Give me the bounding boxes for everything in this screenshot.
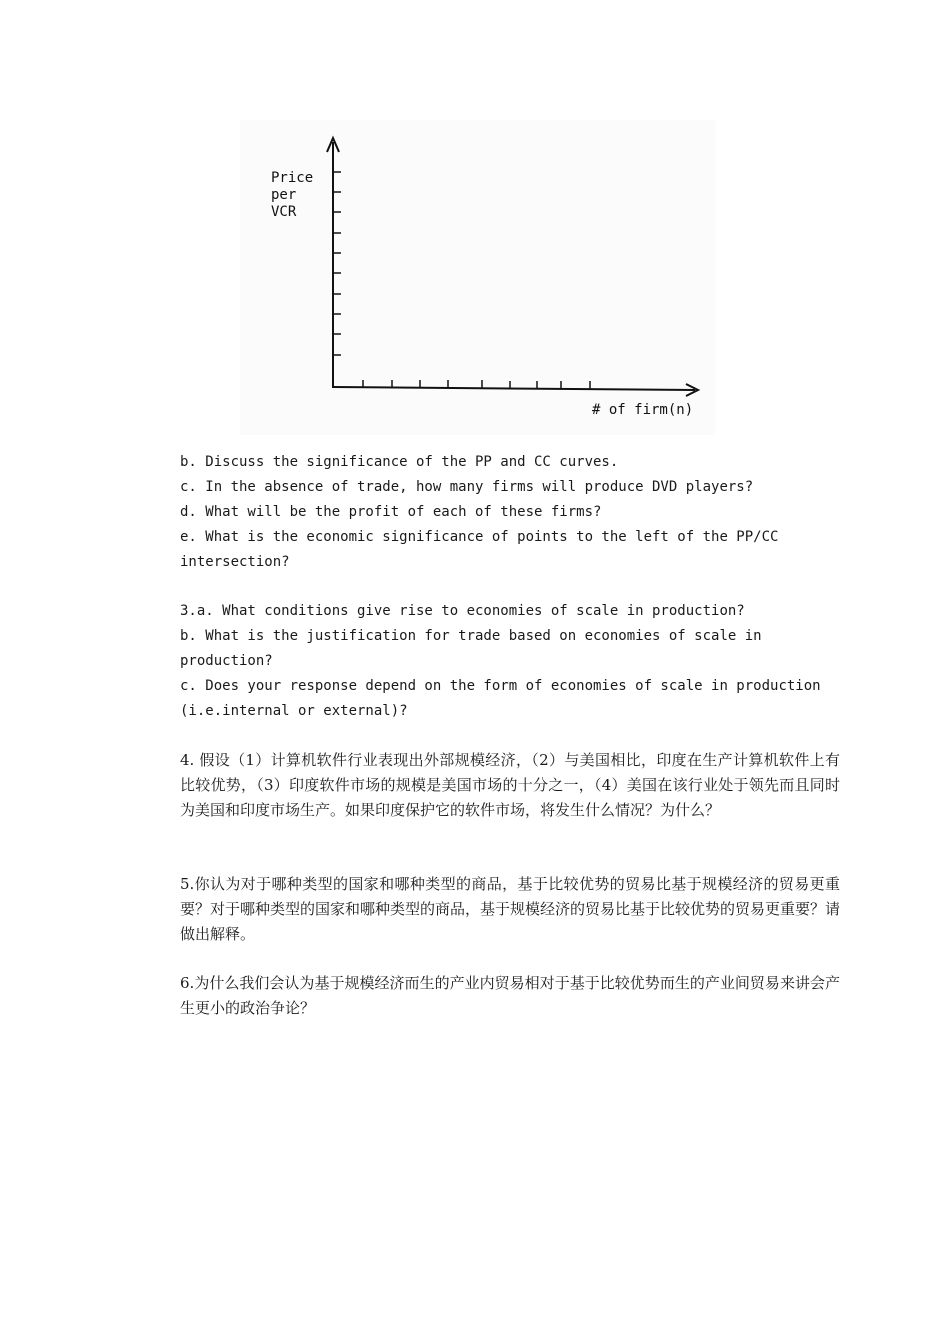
question-4-text: 4. 假设（1）计算机软件行业表现出外部规模经济，（2）与美国相比，印度在生产计算机软件上有比较优势，（3）印度软件市场的规模是美国市场的十分之一，（4）美国在该行业处于领先而且同时为美国和印度市场生产。如果印度保护它的软件市场，将发生什么情况？为什么？ [180, 751, 840, 819]
y-axis-label [271, 170, 313, 221]
question-3 [180, 599, 840, 724]
question-4 [180, 748, 840, 823]
question-5 [180, 872, 840, 947]
question-6 [180, 971, 840, 1021]
y-label-line: Price [271, 170, 314, 186]
question-3a: 3.a. What conditions give rise to economies of scale in production? [180, 603, 745, 619]
question-2b: b. Discuss the significance of the PP and CC curves. [180, 454, 619, 470]
question-3c: c. Does your response depend on the form of economies of scale in production (i.e.internal or external)? [180, 678, 821, 719]
question-3b: b. What is the justification for trade based on economies of scale in production? [180, 628, 762, 669]
axes-svg [240, 120, 715, 435]
y-label-line: VCR [271, 204, 297, 220]
y-label-line: per [271, 187, 297, 203]
question-2-parts [180, 450, 840, 575]
question-5-text: 5.你认为对于哪种类型的国家和哪种类型的商品，基于比较优势的贸易比基于规模经济的贸易更重要？对于哪种类型的国家和哪种类型的商品，基于规模经济的贸易比基于比较优势的贸易更重要？请做出解释。 [180, 875, 841, 943]
question-6-text: 6.为什么我们会认为基于规模经济而生的产业内贸易相对于基于比较优势而生的产业间贸易来讲会产生更小的政治争论？ [180, 974, 840, 1017]
x-axis-label: # of firm(n) [592, 402, 694, 418]
question-2e: e. What is the economic significance of points to the left of the PP/CC intersection? [180, 529, 779, 570]
blank-axes-figure [240, 120, 715, 435]
question-2d: d. What will be the profit of each of these firms? [180, 504, 602, 520]
question-2c: c. In the absence of trade, how many firms will produce DVD players? [180, 479, 754, 495]
